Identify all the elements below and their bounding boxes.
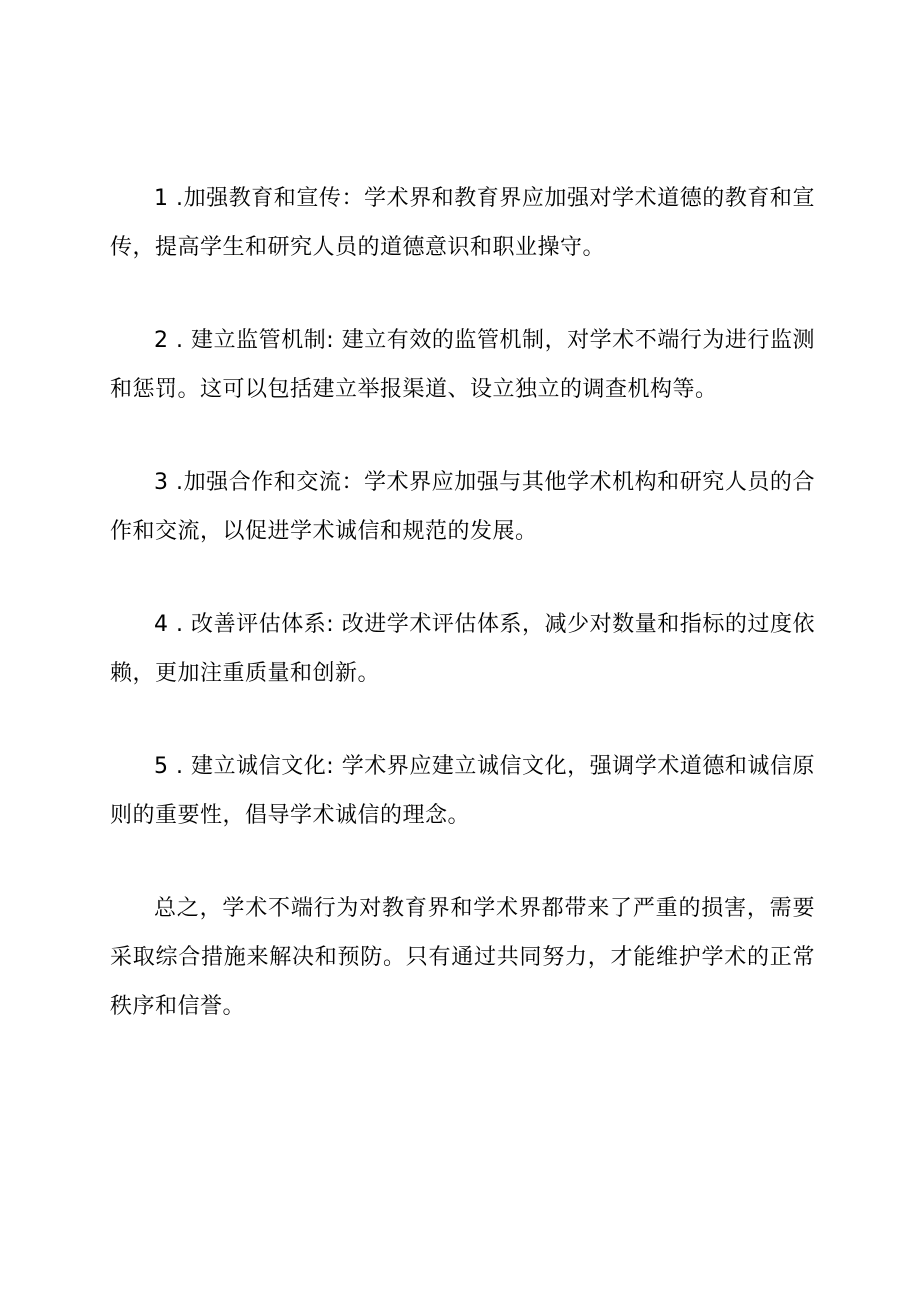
paragraph-evaluation-system: 4 . 改善评估体系: 改进学术评估体系，减少对数量和指标的过度依赖，更加注重质量和创新。 — [110, 612, 815, 686]
paragraph-cooperation-exchange: 3 .加强合作和交流：学术界应加强与其他学术机构和研究人员的合作和交流，以促进学术诚信和规范的发展。 — [110, 470, 815, 544]
paragraph-integrity-culture: 5 . 建立诚信文化: 学术界应建立诚信文化，强调学术道德和诚信原则的重要性，倡导学术诚信的理念。 — [110, 754, 815, 828]
paragraph-strengthen-education: 1 .加强教育和宣传：学术界和教育界应加强对学术道德的教育和宣传，提高学生和研究人员的道德意识和职业操守。 — [110, 186, 815, 260]
paragraph-conclusion: 总之，学术不端行为对教育界和学术界都带来了严重的损害，需要采取综合措施来解决和预防。只有通过共同努力，才能维护学术的正常秩序和信誉。 — [110, 896, 815, 1019]
paragraph-supervision-mechanism: 2 . 建立监管机制: 建立有效的监管机制，对学术不端行为进行监测和惩罚。这可以包括建立举报渠道、设立独立的调查机构等。 — [110, 328, 815, 402]
document-body — [110, 174, 815, 1031]
